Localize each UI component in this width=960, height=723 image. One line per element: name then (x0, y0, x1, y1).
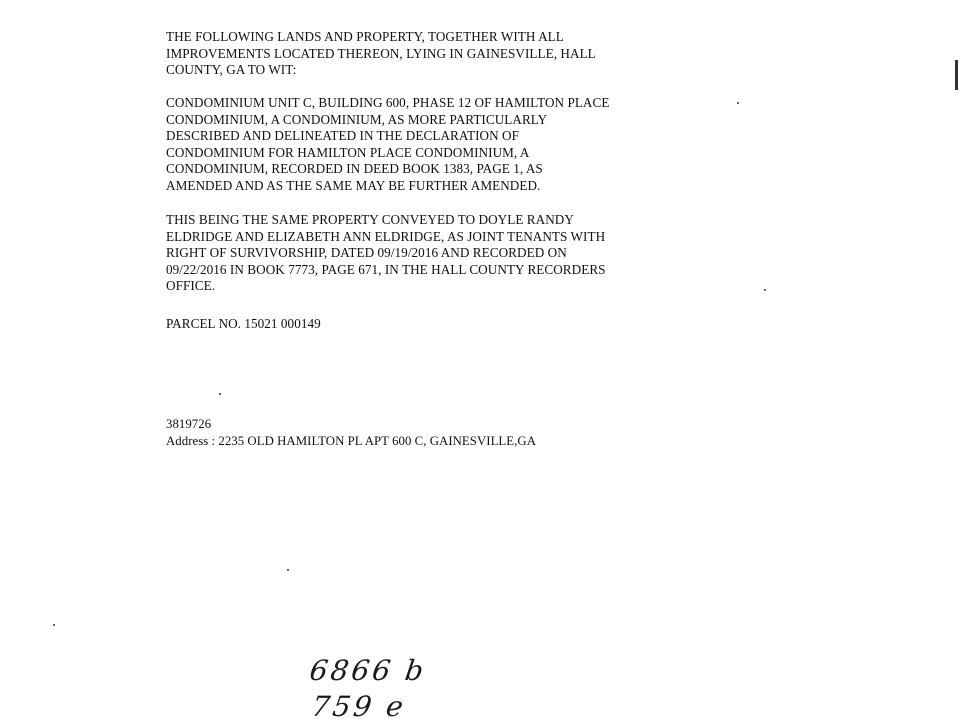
scan-speck (287, 569, 289, 571)
scan-speck (764, 289, 766, 291)
conveyance-paragraph: THIS BEING THE SAME PROPERTY CONVEYED TO DOYLE RANDY ELDRIDGE AND ELIZABETH ANN ELDRIDGE, AS JOINT TENANTS WITH RIGHT OF SURVIVORSHIP, DATED 09/19/2016 AND RECORDED ON 09/22/2016 IN BOOK 7773, PAGE 671, IN THE HALL COUNTY RECORDERS OFFICE. (166, 212, 606, 294)
intro-paragraph: THE FOLLOWING LANDS AND PROPERTY, TOGETHER WITH ALL IMPROVEMENTS LOCATED THEREON, LYING IN GAINESVILLE, HALL COUNTY, GA TO WIT: (166, 29, 596, 78)
scan-speck (737, 102, 739, 104)
scan-edge-mark (955, 60, 958, 90)
scan-speck (53, 624, 55, 626)
reference-number: 3819726 (166, 417, 212, 431)
handwritten-note-1: 6866 b (307, 654, 429, 687)
property-address: Address : 2235 OLD HAMILTON PL APT 600 C, GAINESVILLE,GA (166, 434, 536, 448)
parcel-number: PARCEL NO. 15021 000149 (166, 316, 321, 331)
legal-description-paragraph: CONDOMINIUM UNIT C, BUILDING 600, PHASE 12 OF HAMILTON PLACE CONDOMINIUM, A CONDOMINIUM, AS MORE PARTICULARLY DESCRIBED AND DELINEATED IN THE DECLARATION OF CONDOMINIUM FOR HAMILTON PLACE CONDOMINIUM, A CONDOMINIUM, RECORDED IN DEED BOOK 1383, PAGE 1, AS AMENDED AND AS THE SAME MAY BE FURTHER AMENDED. (166, 95, 610, 193)
handwritten-note-2: 759 e (309, 690, 409, 723)
scan-speck (219, 393, 221, 395)
